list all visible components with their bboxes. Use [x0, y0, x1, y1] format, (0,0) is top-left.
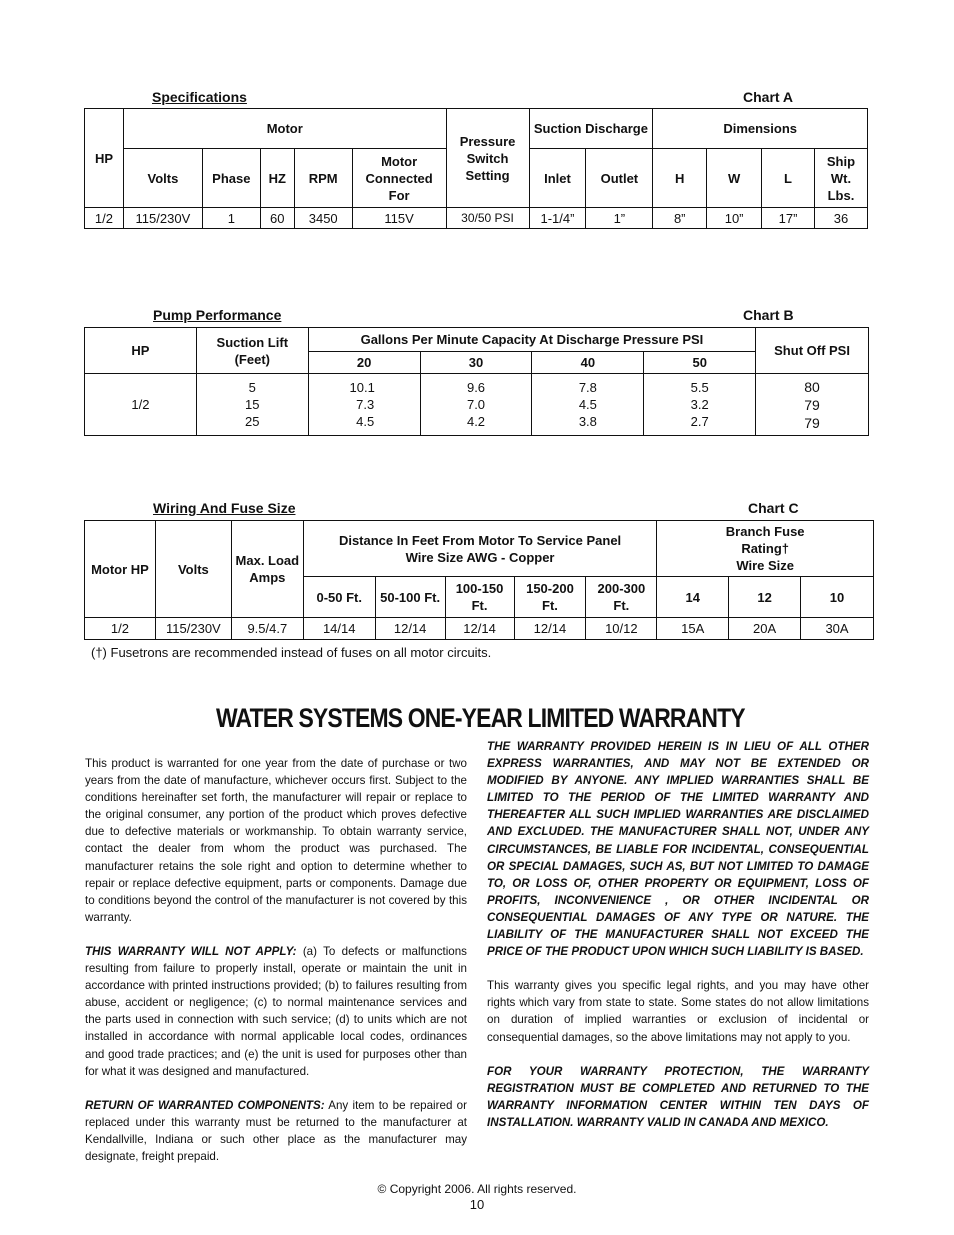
- fuse-line-2: Rating†: [741, 541, 789, 556]
- table-cell: 60: [260, 208, 294, 229]
- cell-value: 79: [804, 414, 820, 431]
- cell-value: 80: [804, 378, 820, 395]
- chart-a-title: Specifications: [152, 89, 247, 105]
- w-header: W: [707, 149, 762, 208]
- paragraph-lead: THIS WARRANTY WILL NOT APPLY:: [85, 944, 297, 958]
- fuse-line-1: Branch Fuse: [725, 524, 805, 539]
- ship-header: Ship Wt. Lbs.: [814, 149, 867, 208]
- table-cell: 30A: [801, 618, 874, 640]
- table-cell: 36: [814, 208, 867, 229]
- cell-value: 7.0: [466, 397, 486, 412]
- shutoff-header: Shut Off PSI: [756, 328, 869, 374]
- table-cell: 17”: [762, 208, 815, 229]
- inlet-header: Inlet: [529, 149, 586, 208]
- dist-200-300-header: 200-300 Ft.: [586, 577, 657, 618]
- cell-value: 5.5: [690, 380, 709, 395]
- hp-header: HP: [85, 328, 197, 374]
- warranty-title: WATER SYSTEMS ONE-YEAR LIMITED WARRANTY: [216, 703, 745, 733]
- table-cell: 8”: [653, 208, 707, 229]
- table-cell: 9.5/4.7: [231, 618, 303, 640]
- dist-150-200-header: 150-200 Ft.: [514, 577, 586, 618]
- table-cell: 10/12: [586, 618, 657, 640]
- dist-100-150-header: 100-150 Ft.: [445, 577, 514, 618]
- chart-a-label: Chart A: [743, 89, 794, 105]
- table-cell: 115/230V: [155, 618, 231, 640]
- table-cell: 1/2: [85, 618, 156, 640]
- table-cell: 1: [202, 208, 260, 229]
- cell-value: 3.8: [578, 414, 597, 429]
- paragraph-lead: RETURN OF WARRANTED COMPONENTS:: [85, 1098, 325, 1112]
- table-cell: 30/50 PSI: [446, 208, 529, 229]
- table-cell: 12/14: [514, 618, 586, 640]
- wire-12-header: 12: [729, 577, 801, 618]
- psi-30-cell: [420, 374, 532, 436]
- paragraph-text: (a) To defects or malfunctions resulting from failure to properly install, operate or maintain the unit in accordance with printed instructions provided; (b) to failures resulting from abuse, accident or negligence; (c) to normal maintenance services and the parts used in connection with such service; (d) to units which are not installed in accordance with normal applicable local codes, ordinances and good trade practices; and (e) the unit is used for purposes other than for what it was designed and manufactured.: [85, 944, 467, 1078]
- motor-hp-header: Motor HP: [85, 521, 156, 618]
- distance-line-2: Wire Size AWG - Copper: [405, 549, 555, 565]
- chart-c-label: Chart C: [748, 500, 799, 516]
- cell-value: 7.3: [356, 397, 375, 412]
- table-row: [85, 208, 868, 229]
- gpm-header: Gallons Per Minute Capacity At Discharge Pressure PSI: [308, 328, 755, 352]
- hz-header: HZ: [260, 149, 294, 208]
- chart-a-table: [84, 108, 868, 229]
- fuse-header: [657, 521, 874, 577]
- fuse-line-3: Wire Size: [736, 558, 794, 573]
- cell-value: 7.8: [578, 380, 597, 395]
- suction-header: Suction Discharge: [529, 109, 653, 149]
- suction-lift-header: Suction Lift (Feet): [196, 328, 308, 374]
- chart-c-footnote: (†) Fusetrons are recommended instead of fuses on all motor circuits.: [91, 645, 492, 660]
- psi-50-header: 50: [644, 352, 756, 374]
- l-header: L: [762, 149, 815, 208]
- dimensions-header: Dimensions: [653, 109, 868, 149]
- psi-40-header: 40: [532, 352, 644, 374]
- chart-b-title: Pump Performance: [153, 307, 282, 323]
- table-cell: 1/2: [85, 208, 124, 229]
- wire-14-header: 14: [657, 577, 729, 618]
- chart-c-title: Wiring And Fuse Size: [153, 500, 296, 516]
- hp-header: HP: [85, 109, 124, 208]
- cell-value: 2.7: [690, 414, 709, 429]
- cell-value: 25: [245, 414, 260, 429]
- table-cell: 20A: [729, 618, 801, 640]
- table-cell: 12/14: [375, 618, 445, 640]
- warranty-paragraph: THE WARRANTY PROVIDED HEREIN IS IN LIEU OF ALL OTHER EXPRESS WARRANTIES, AND MAY NOT BE EXTENDED OR MODIFIED BY ANYONE. ANY IMPLIED WARRANTIES SHALL BE LIMITED TO THE PERIOD OF THE LIMITED WARRANTY AND THEREAFTER ALL SUCH IMPLIED WARRANTIES ARE DISCLAIMED AND EXCLUDED. THE MANUFACTURER SHALL NOT, UNDER ANY CIRCUMSTANCES, BE LIABLE FOR INCIDENTAL, CONSEQUENTIAL OR SPECIAL DAMAGES, SUCH AS, BUT NOT LIMITED TO DAMAGE TO, OR LOSS OF, OTHER PROPERTY OR EQUIPMENT, LOSS OF PROFITS, INCONVENIENCE , OR OTHER INCIDENTAL OR CONSEQUENTIAL DAMAGES OF ANY TYPE OR NATURE. THE LIABILITY OF THE MANUFACTURER SHALL NOT EXCEED THE PRICE OF THE PRODUCT UPON WHICH SUCH LIABILITY IS BASED.: [487, 740, 869, 959]
- warranty-paragraph: [85, 943, 467, 1080]
- table-cell: 15A: [657, 618, 729, 640]
- table-cell: 14/14: [303, 618, 375, 640]
- volts-header: Volts: [123, 149, 202, 208]
- paragraph-text: Any item to be repaired or replaced under this warranty must be returned to the manufacturer at Kendallville, Indiana or such other place as the manufacturer may designate, freight prepaid.: [85, 1098, 467, 1163]
- psi-40-cell: [532, 374, 644, 436]
- cell-value: 4.5: [578, 397, 597, 412]
- wire-10-header: 10: [801, 577, 874, 618]
- psi-50-cell: [644, 374, 756, 436]
- lift-cell: [196, 374, 308, 436]
- psi-20-header: 20: [308, 352, 420, 374]
- outlet-header: Outlet: [586, 149, 653, 208]
- table-cell: 115/230V: [123, 208, 202, 229]
- cell-value: 3.2: [690, 397, 709, 412]
- table-cell: 3450: [294, 208, 352, 229]
- volts-header: Volts: [155, 521, 231, 618]
- warranty-paragraph: [85, 1097, 467, 1165]
- cell-value: 15: [245, 397, 260, 412]
- table-cell: 12/14: [445, 618, 514, 640]
- table-row: [85, 618, 874, 640]
- max-load-header: Max. Load Amps: [231, 521, 303, 618]
- shutoff-cell: [756, 374, 869, 436]
- dist-50-100-header: 50-100 Ft.: [375, 577, 445, 618]
- table-cell: 1-1/4”: [529, 208, 586, 229]
- warranty-paragraph: This warranty gives you specific legal rights, and you may have other rights which vary from state to state. Some states do not allow limitations on duration of implied warranties or exclusion of incidental or consequential damages, so the above limitations may not apply to you.: [487, 979, 869, 1044]
- cell-value: 10.1: [349, 380, 375, 395]
- table-cell: 10”: [707, 208, 762, 229]
- h-header: H: [653, 149, 707, 208]
- pressure-header: Pressure Switch Setting: [446, 109, 529, 208]
- cell-value: 5: [248, 380, 256, 395]
- psi-20-cell: [308, 374, 420, 436]
- chart-b-label: Chart B: [743, 307, 794, 323]
- warranty-paragraph: FOR YOUR WARRANTY PROTECTION, THE WARRANTY REGISTRATION MUST BE COMPLETED AND RETURNED TO THE WARRANTY INFORMATION CENTER WITHIN TEN DAYS OF INSTALLATION. WARRANTY VALID IN CANADA AND MEXICO.: [487, 1064, 869, 1129]
- distance-header: [303, 521, 657, 577]
- copyright: © Copyright 2006. All rights reserved.: [377, 1182, 577, 1196]
- hp-cell: 1/2: [85, 374, 197, 436]
- motor-connected-header: Motor Connected For: [352, 149, 446, 208]
- warranty-right-column: [487, 738, 869, 1148]
- table-cell: 115V: [352, 208, 446, 229]
- page-number: 10: [469, 1197, 485, 1212]
- table-cell: 1”: [586, 208, 653, 229]
- warranty-paragraph: This product is warranted for one year from the date of purchase or two years from the date of manufacture, whichever occurs first. Subject to the conditions hereinafter set forth, the manufacturer will repair or replace to the original consumer, any portion of the product which proves defective due to defective materials or workmanship. To obtain warranty service, contact the dealer from whom the product was purchased. The manufacturer retains the sole right and option to determine whether to repair or replace defective equipment, parts or components. Damage due to conditions beyond the control of the manufacturer is not covered by this warranty.: [85, 757, 467, 924]
- rpm-header: RPM: [294, 149, 352, 208]
- phase-header: Phase: [202, 149, 260, 208]
- psi-30-header: 30: [420, 352, 532, 374]
- cell-value: 4.5: [356, 414, 375, 429]
- table-row: [85, 374, 869, 436]
- cell-value: 9.6: [466, 380, 486, 395]
- chart-c-table: [84, 520, 874, 640]
- motor-header: Motor: [123, 109, 446, 149]
- warranty-left-column: [85, 755, 467, 1182]
- chart-b-table: [84, 327, 869, 436]
- cell-value: 79: [804, 396, 820, 413]
- distance-line-1: Distance In Feet From Motor To Service Panel: [338, 532, 622, 548]
- cell-value: 4.2: [466, 414, 486, 429]
- dist-0-50-header: 0-50 Ft.: [303, 577, 375, 618]
